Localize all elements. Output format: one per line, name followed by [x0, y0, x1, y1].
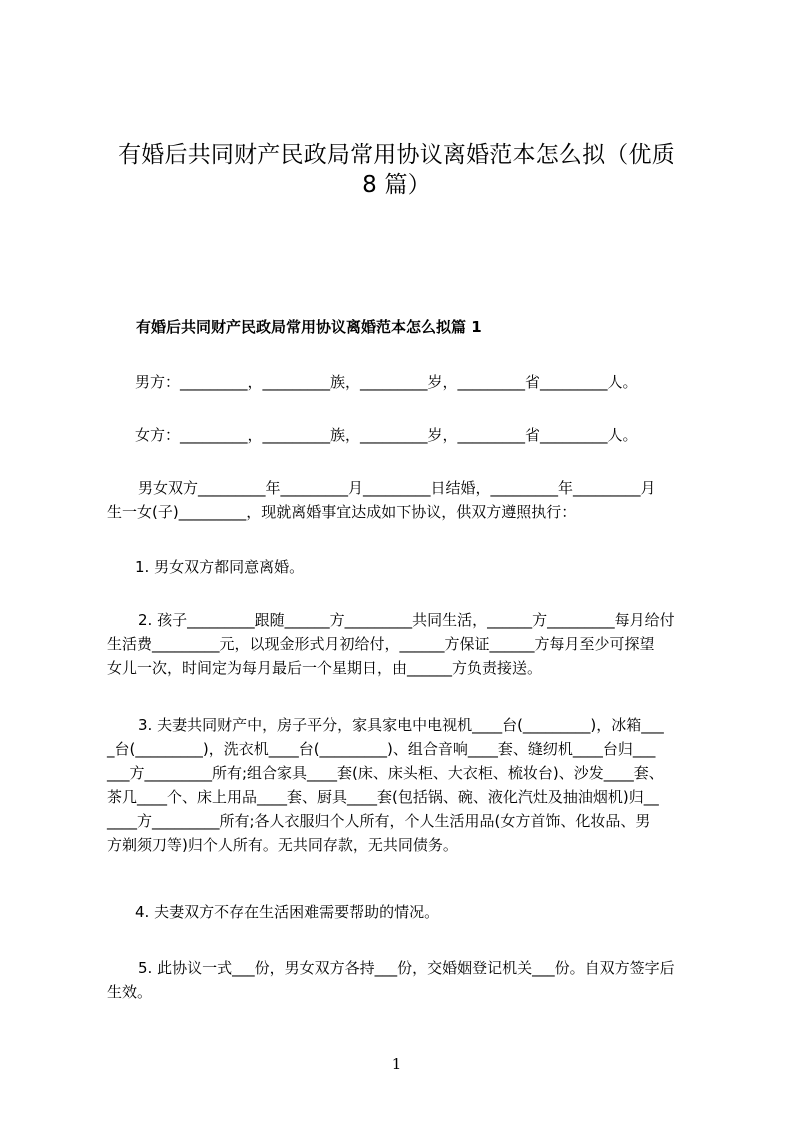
paragraph-male-party	[107, 370, 707, 394]
text-line: 5. 此协议一式___份，男女双方各持___份，交婚姻登记机关___份。自双方签字后	[138, 959, 675, 977]
text-line: 4. 夫妻双方不存在生活困难需要帮助的情况。	[135, 903, 440, 921]
text-line: ___方_________所有;组合家具____套(床、床头柜、大衣柜、梳妆台)、沙发____套、	[107, 764, 664, 782]
text-line: 男女双方_________年_________月_________日结婚，_________年_________月	[138, 479, 656, 497]
text-line: _台(_________)，洗衣机____台(_________)、组合音响____套、缝纫机____台归___	[107, 740, 656, 758]
paragraph-clause-4	[107, 900, 707, 924]
paragraph-female-party	[107, 423, 707, 447]
paragraph-marriage-statement	[107, 476, 707, 524]
text-line: 2. 孩子_________跟随______方_________共同生活，______方_________每月给付	[138, 611, 675, 629]
text-line: 茶几____个、床上用品____套、厨具____套(包括锅、碗、液化汽灶及抽油烟机)归__	[107, 788, 659, 806]
text-line: 女方：_________，_________族，_________岁，_________省_________人。	[135, 426, 638, 444]
title-line-2: 8 篇）	[362, 172, 431, 198]
text-line: 1. 男女双方都同意离婚。	[135, 558, 305, 576]
paragraph-clause-2	[107, 608, 707, 680]
text-line: 方剃须刀等)归个人所有。无共同存款，无共同债务。	[107, 836, 458, 854]
text-line: 生一女(子)_________，现就离婚事宜达成如下协议，供双方遵照执行：	[107, 503, 577, 521]
text-line: 3. 夫妻共同财产中，房子平分，家具家电中电视机____台(_________)，冰箱___	[138, 716, 664, 734]
text-line: 生活费_________元，以现金形式月初给付，______方保证______方每月至少可探望	[107, 635, 655, 653]
text-line: ____方_________所有;各人衣服归个人所有，个人生活用品(女方首饰、化妆品、男	[107, 812, 651, 830]
paragraph-clause-5	[107, 956, 707, 1004]
paragraph-clause-3	[107, 713, 707, 857]
title-line-1: 有婚后共同财产民政局常用协议离婚范本怎么拟（优质	[118, 142, 675, 168]
paragraph-clause-1	[107, 555, 707, 579]
text-line: 男方：_________，_________族，_________岁，_________省_________人。	[135, 373, 638, 391]
section-heading: 有婚后共同财产民政局常用协议离婚范本怎么拟篇 1	[136, 318, 482, 336]
document-title	[60, 140, 733, 200]
text-line: 生效。	[107, 983, 153, 1001]
text-line: 女儿一次，时间定为每月最后一个星期日，由______方负责接送。	[107, 659, 543, 677]
page-number: 1	[391, 1055, 402, 1073]
